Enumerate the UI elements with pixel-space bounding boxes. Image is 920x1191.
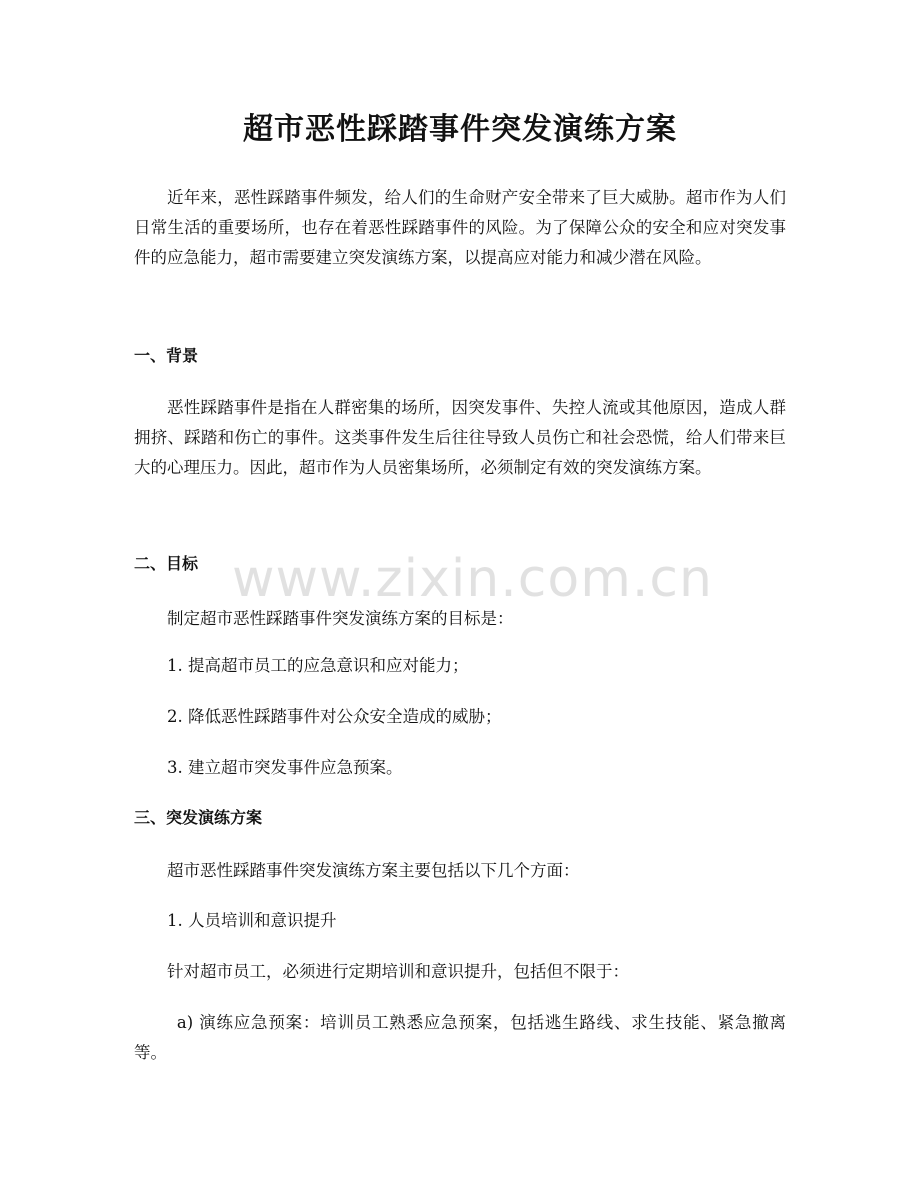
plan-subheading-training: 1. 人员培训和意识提升 xyxy=(167,911,337,930)
plan-training-body: 针对超市员工，必须进行定期培训和意识提升，包括但不限于： xyxy=(167,962,629,981)
intro-paragraph: 近年来，恶性踩踏事件频发，给人们的生命财产安全带来了巨大威胁。超市作为人们日常生活的重要场所，也存在着恶性踩踏事件的风险。为了保障公众的安全和应对突发事件的应急能力，超市需要建立突发演练方案，以提高应对能力和减少潜在风险。 xyxy=(134,188,786,267)
document-title: 超市恶性踩踏事件突发演练方案 xyxy=(243,112,677,147)
section-heading-plan: 三、突发演练方案 xyxy=(134,808,263,827)
section-heading-background: 一、背景 xyxy=(134,346,199,365)
watermark-text: www.zixin.com.cn xyxy=(232,549,713,609)
goal-item-1: 1. 提高超市员工的应急意识和应对能力； xyxy=(167,656,469,675)
section-body-goals: 制定超市恶性踩踏事件突发演练方案的目标是： xyxy=(167,609,514,628)
section-heading-goals: 二、目标 xyxy=(134,554,199,573)
section-body-plan: 超市恶性踩踏事件突发演练方案主要包括以下几个方面： xyxy=(167,861,580,880)
section-body-background: 恶性踩踏事件是指在人群密集的场所，因突发事件、失控人流或其他原因，造成人群拥挤、踩踏和伤亡的事件。这类事件发生后往往导致人员伤亡和社会恐慌，给人们带来巨大的心理压力。因此，超市作为人员密集场所，必须制定有效的突发演练方案。 xyxy=(134,398,786,477)
goal-item-3: 3. 建立超市突发事件应急预案。 xyxy=(167,758,403,777)
goal-item-2: 2. 降低恶性踩踏事件对公众安全造成的威胁； xyxy=(167,707,502,726)
plan-training-item-a: a) 演练应急预案：培训员工熟悉应急预案，包括逃生路线、求生技能、紧急撤离等。 xyxy=(134,1013,786,1062)
